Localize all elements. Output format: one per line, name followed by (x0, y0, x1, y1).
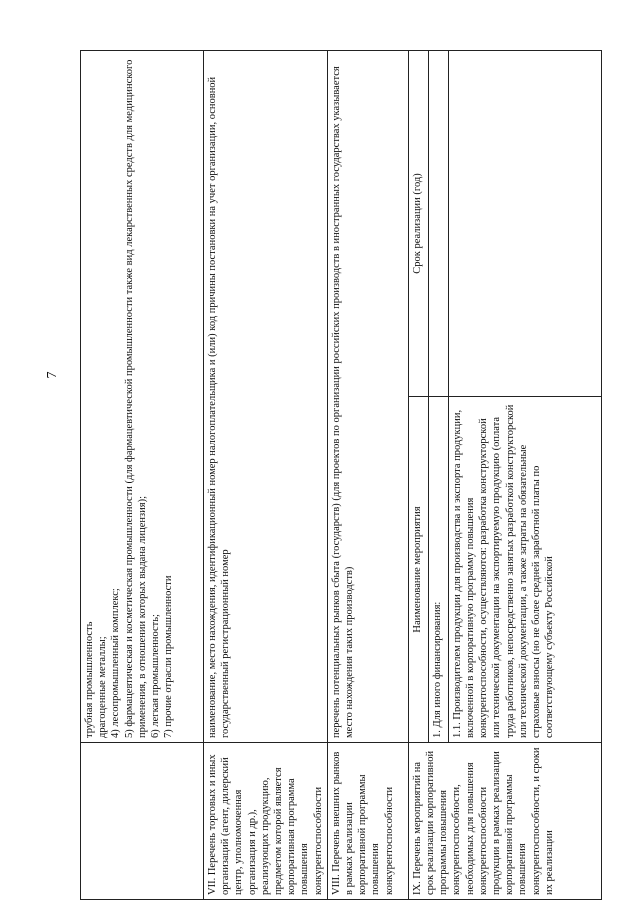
industry-list (81, 51, 204, 743)
table-row (81, 51, 204, 900)
measure-1-1: 1.1. Производителем продукции для производства и экспорта продукции, включенной в корпоративную программу повышения конкурентоспособности, осуществляются: разработка конструкторской или технической документации на экспортируемую продукцию (оплата труда работников, непосредственно занятых разработкой конструкторской или технической документации, а также затраты на обязательные страховые взносы (но не более средней заработной платы по соответствующему субъекту Российской (448, 397, 601, 743)
term-cell-empty (428, 51, 448, 397)
list-line: 5) фармацевтическая и косметическая промышленности (для фармацевтической промышленности также вид лекарственных средств для медицинского применения, в отношении которых выдана лицензия); (123, 59, 148, 738)
table-row (204, 51, 328, 900)
document-table-page (80, 50, 610, 900)
program-table (80, 50, 602, 900)
list-line: трубная промышленность (84, 621, 95, 738)
list-line: 7) прочие отрасли промышленности (163, 575, 175, 738)
column-header-term: Срок реализации (год) (408, 51, 428, 397)
column-header-name: Наименование мероприятия (408, 397, 428, 743)
list-line: 4) лесопромышленный комплекс; (110, 588, 122, 738)
term-cell-empty (448, 51, 601, 397)
section-viii-label: VIII. Перечень внешних рынков в рамках реализации корпоративной программы повышения конкурентоспособности (327, 743, 408, 900)
list-line: 6) легкая промышленность; (150, 614, 162, 738)
section-vii-label: VII. Перечень торговых и иных организаций (агент, дилерский центр, уполномоченная организация и др.), реализующих продукцию, предметом которой является корпоративная программа повышения конкурентоспособности (204, 743, 328, 900)
section-vii-text: наименование, место нахождения, идентификационный номер налогоплательщика и (или) код причины постановки на учет организации, основной государственный регистрационный номер (204, 51, 328, 743)
table-row (327, 51, 408, 900)
list-line: драгоценные металлы; (97, 636, 109, 738)
section-viii-text: перечень потенциальных рынков сбыта (государств) (для проектов по организации российских производств в иностранных государствах указывается место нахождения таких производств) (327, 51, 408, 743)
funding-subheading: 1. Для иного финансирования: (428, 397, 448, 743)
page-number: 7 (45, 371, 60, 379)
section-ix-label: IX. Перечень мероприятий на срок реализации корпоративной программы повышения конкурентоспособности, необходимых для повышения конкурентоспособности продукции в рамках реализации корпоративной программы повышения конкурентоспособности, и сроки их реализации (408, 743, 601, 900)
table-row (408, 51, 428, 900)
row-label-empty (81, 743, 204, 900)
